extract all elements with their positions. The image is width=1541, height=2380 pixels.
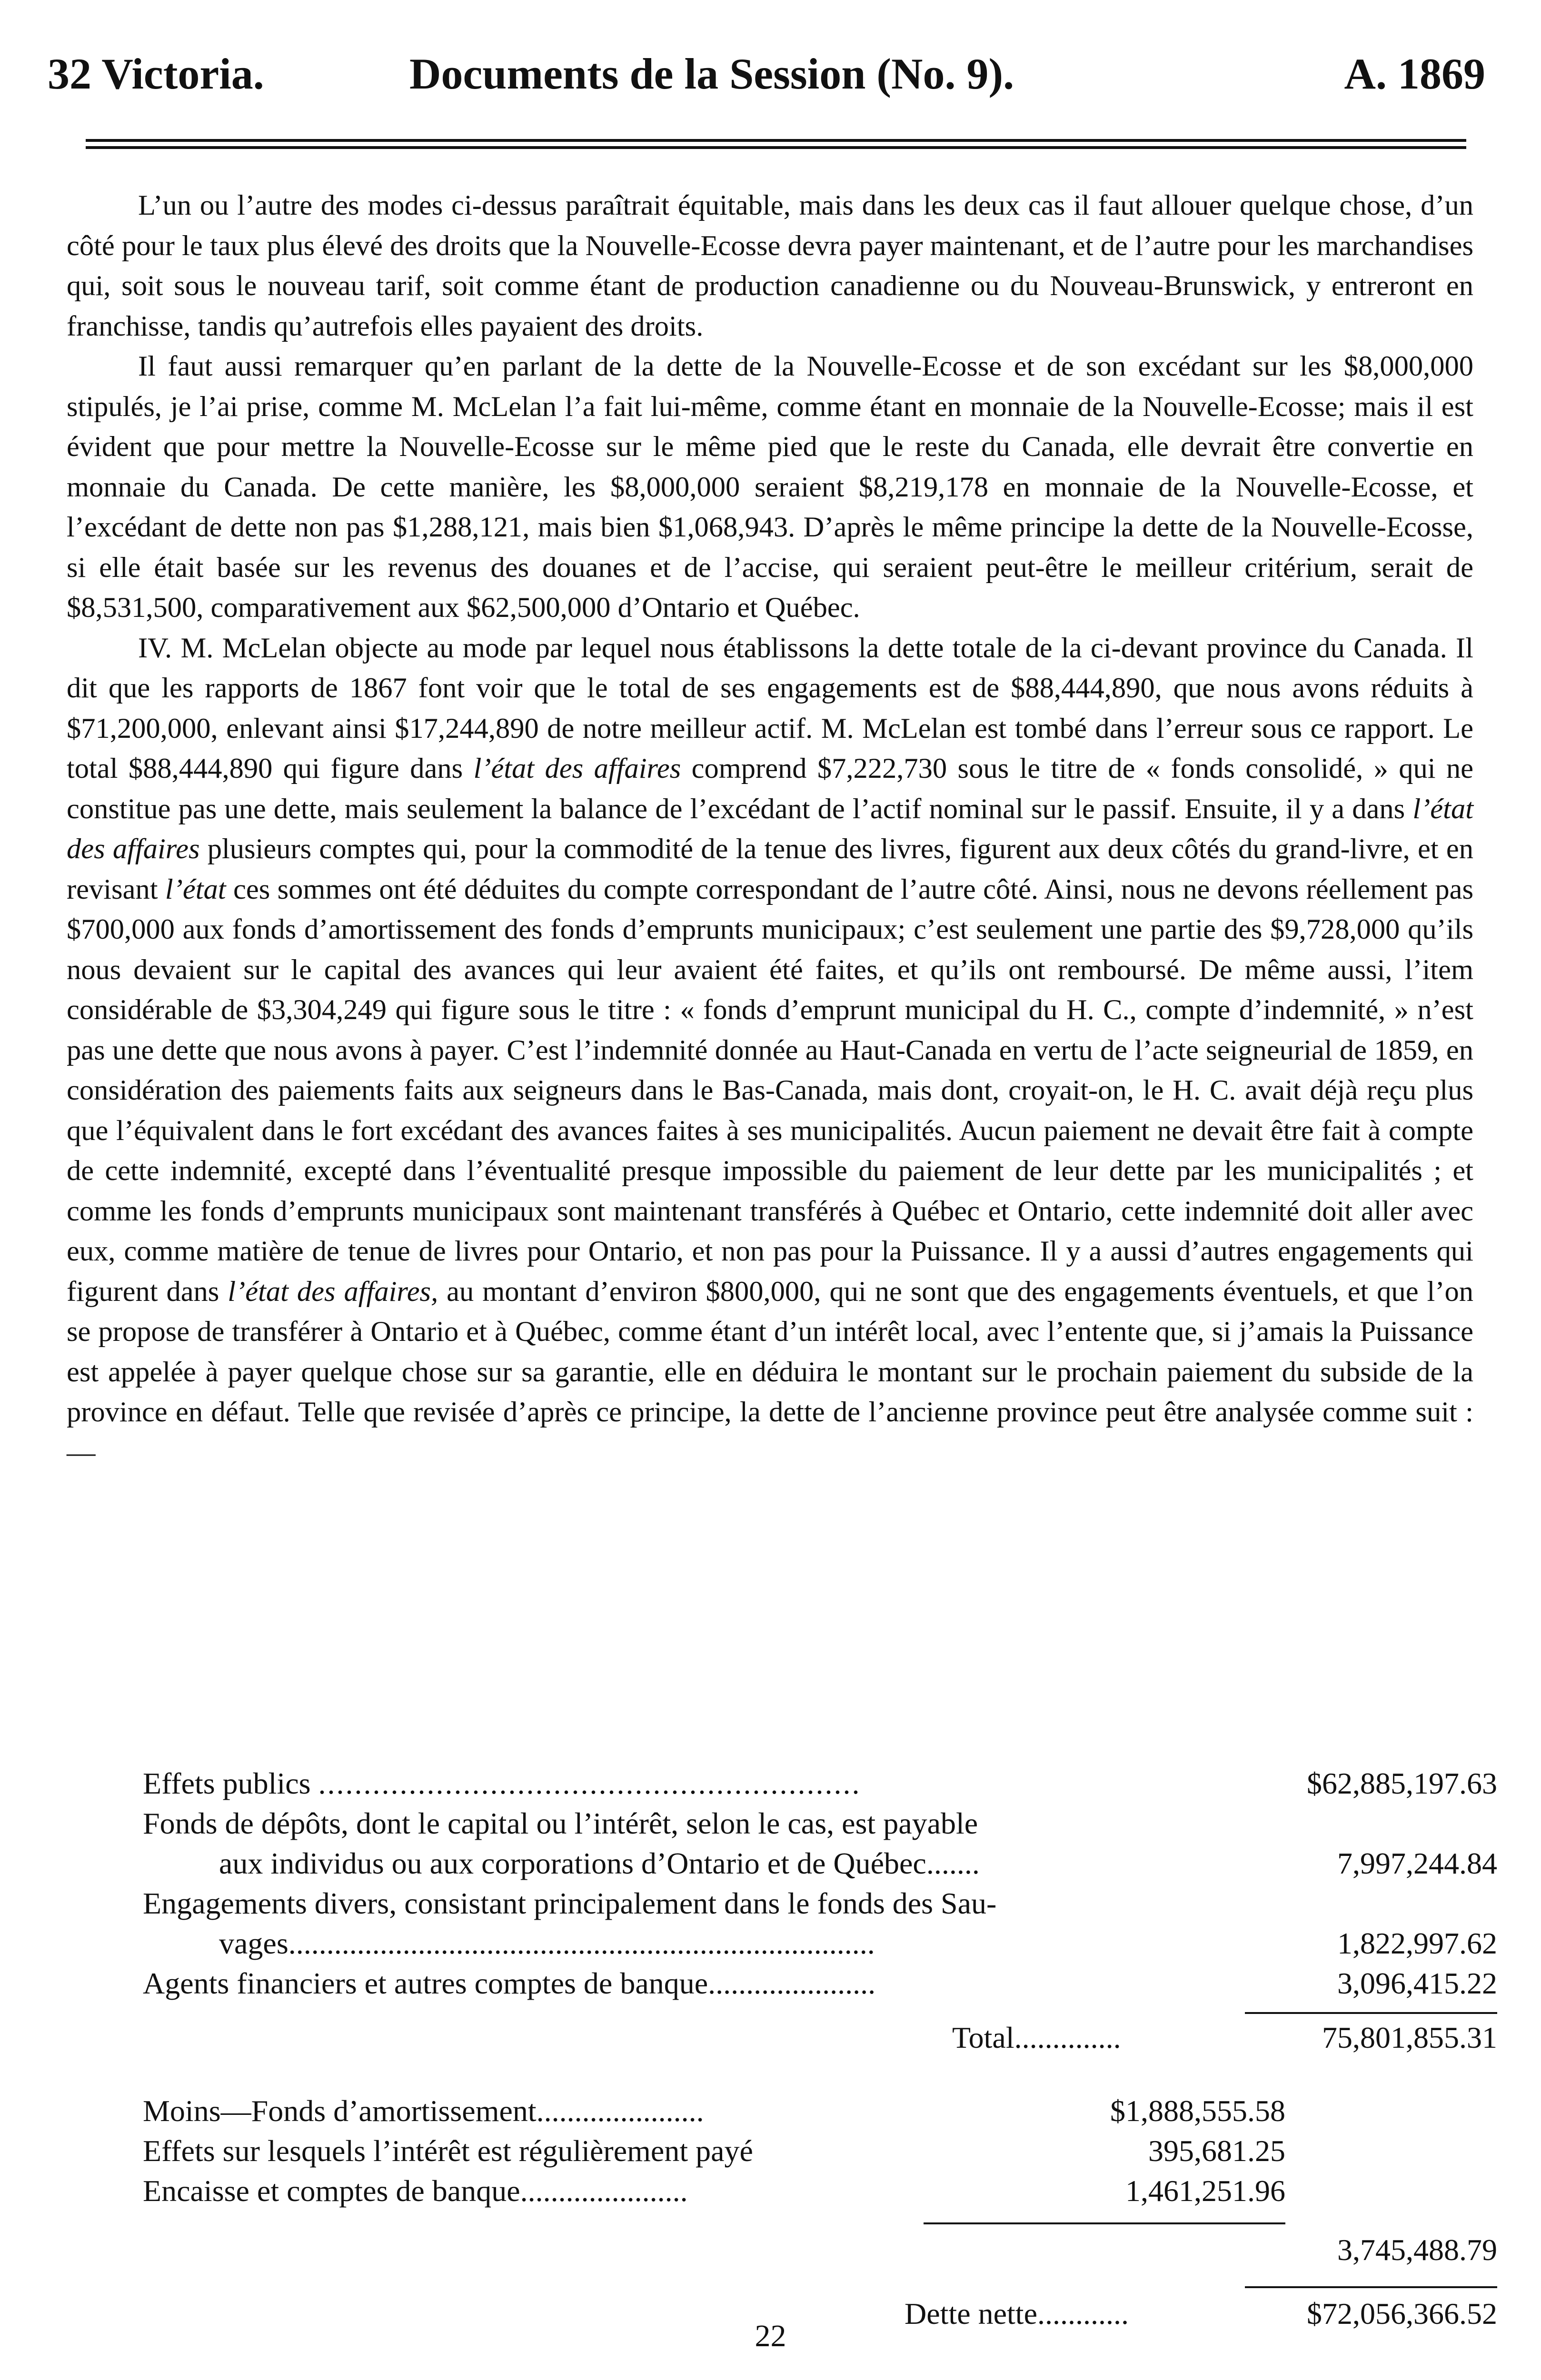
ledger-row-effets-interet [143,2131,1497,2171]
header-double-rule [86,139,1466,153]
para4-text-5: au montant d’environ $800,000, qui ne sont que des engagements éventuels, et que l’on se propose de transférer à Ontario et à Québec, comme étant d’un intérêt local, avec l’entente que, si j’amais la Puissance est appelée à payer quelque chose sur sa garantie, elle en déduira le montant sur le prochain paiement du subside de la province en défaut. Telle que revisée d’après ce principe, la dette de l’ancienne province peut être analysée comme suit :— [67,1275,1473,1468]
ledger-row-fonds-depots [143,1804,1497,1884]
ledger-spacer [143,2058,1497,2091]
debt-ledger [143,1764,1497,2334]
header-rule-bottom [86,146,1466,149]
ledger-leader-dots: ............................................................ [318,1766,861,1800]
header-document-title: Documents de la Session (No. 9). [409,50,1014,98]
ledger-label: Engagements divers, consistant principalement dans le fonds des Sau- [143,1886,997,1920]
para4-text-1: IV. M. McLelan objecte au mode par lequel nous établissons la dette totale de la ci-devant province du Canada. Il dit que les rapports de 1867 font voir que le total de ses engagements est de $88,444,890, que nous avons réduits à $71,200,000, enlevant ainsi $17,244,890 de notre meilleur actif. M. McLelan est tombé dans l’erreur sous ce rapport. Le total $88,444,890 qui figure dans [67,632,1473,784]
net-rule [1245,2286,1497,2288]
ledger-amount: 1,822,997.62 [1337,1926,1497,1960]
ledger-row-effets-publics [143,1764,1497,1804]
ledger-label: Agents financiers et autres comptes de banque...................... [143,1966,876,2000]
ledger-label: Effets sur lesquels l’intérêt est régulièrement payé [143,2134,753,2168]
para4-text-2: comprend $7,222,730 sous le titre de « fonds consolidé, » qui ne constitue pas une dette, mais seulement la balance de l’excédant de l’actif nominal sur le passif. Ensuite, il y a dans [67,753,1474,825]
ledger-net-label: Dette nette............ [905,2297,1129,2330]
ledger-label-continued: vages............................................................................. [219,1926,875,1960]
para4-italic-2: l’état des affaires [67,793,1474,865]
paragraph-1: L’un ou l’autre des modes ci-dessus paraîtrait équitable, mais dans les deux cas il faut allouer quelque chose, d’un côté pour le taux plus élevé des droits que la Nouvelle-Ecosse devra payer maintenant, et de l’autre pour les marchandises qui, soit sous le nouveau tarif, soit comme étant de production canadienne ou du Nouveau-Brunswick, y entreront en franchisse, tandis qu’autrefois elles payaient des droits. [67,189,1473,342]
ledger-row-less-total [143,2230,1497,2270]
ledger-deduction-total: 3,745,488.79 [1337,2233,1497,2267]
para4-text-4: ces sommes ont été déduites du compte correspondant de l’autre côté. Ainsi, nous ne devons réellement pas $700,000 aux fonds d’amortissement des fonds d’emprunts municipaux; c’est seulement une partie des $9,728,000 qu’ils nous devaient sur le capital des avances qui leur avaient été faites, et qu’ils ont remboursé. De même aussi, l’item considérable de $3,304,249 qui figure sous le titre : « fonds d’emprunt municipal du H. C., compte d’indemnité, » n’est pas une dette que nous avons à payer. C’est l’indemnité donnée au Haut-Canada en vertu de l’acte seigneurial de 1859, en considération des paiements faits aux seigneurs dans le Bas-Canada, mais dont, croyait-on, le H. C. avait déjà reçu plus que l’équivalent dans le fort excédant des avances faites à ses municipalités. Aucun paiement ne devait être fait à compte de cette indemnité, excepté dans l’éventualité presque impossible du paiement de leur dette par les municipalités ; et comme les fonds d’emprunts municipaux sont maintenant transférés à Québec et Ontario, cette indemnité doit aller avec eux, comme matière de tenue de livres pour Ontario, et non pas pour la Puissance. Il y a aussi d’autres engagements qui figurent dans [67,873,1473,1308]
para4-italic-1: l’état des affaires [473,753,681,784]
paragraph-4 [67,628,1473,1473]
ledger-deduction-rule-row [143,2211,1497,2230]
ledger-subtotal-rule-row [143,2003,1497,2018]
header-year: A. 1869 [1344,50,1485,98]
ledger-row-agents-financiers [143,1964,1497,2003]
ledger-amount: 3,096,415.22 [1337,1966,1497,2000]
ledger-net-amount: $72,056,366.52 [1307,2297,1497,2330]
ledger-deduction-amount: 1,461,251.96 [1125,2174,1285,2208]
ledger-label-continued: aux individus ou aux corporations d’Ontario et de Québec....... [219,1846,980,1880]
page-number: 22 [755,2319,786,2353]
ledger-deduction-amount: $1,888,555.58 [1110,2094,1285,2128]
header-rule-top [86,139,1466,142]
deduction-rule [924,2222,1285,2224]
ledger-row-total [143,2018,1497,2058]
ledger-label: Fonds de dépôts, dont le capital ou l’intérêt, selon le cas, est payable [143,1806,978,1840]
ledger-amount: 7,997,244.84 [1337,1846,1497,1880]
ledger-total-label: Total.............. [952,2021,1121,2054]
ledger-net-rule-row [143,2270,1497,2294]
para4-italic-4: l’état des affaires, [228,1275,438,1308]
paragraph-2: Il faut aussi remarquer qu’en parlant de la dette de la Nouvelle-Ecosse et de son excédant sur les $8,000,000 stipulés, je l’ai prise, comme M. McLelan l’a fait lui-même, comme étant en monnaie de la Nouvelle-Ecosse; mais il est évident que pour mettre la Nouvelle-Ecosse sur le même pied que le reste du Canada, elle devrait être convertie en monnaie du Canada. De cette manière, les $8,000,000 seraient $8,219,178 en monnaie de la Nouvelle-Ecosse, et l’excédant de dette non pas $1,288,121, mais bien $1,068,943. D’après le même principe la dette de la Nouvelle-Ecosse, si elle était basée sur les revenus des douanes et de l’accise, qui seraient peut-être le meilleur critérium, serait de $8,531,500, comparativement aux $62,500,000 d’Ontario et Québec. [67,350,1473,624]
para4-italic-3: l’état [165,873,226,905]
ledger-total-amount: 75,801,855.31 [1322,2021,1497,2054]
ledger-row-moins-amortissement [143,2091,1497,2131]
ledger-deduction-amount: 395,681.25 [1148,2134,1285,2168]
ledger-amount: $62,885,197.63 [1307,1766,1497,1800]
ledger-row-encaisse [143,2171,1497,2211]
header-session-year: 32 Victoria. [48,50,264,98]
ledger-label: Effets publics [143,1766,311,1800]
subtotal-rule [1245,2012,1497,2014]
body-text [67,186,1473,1473]
running-header [48,45,1485,112]
ledger-label: Moins—Fonds d’amortissement...................... [143,2094,704,2128]
ledger-row-engagements-divers [143,1884,1497,1964]
para4-text-3: plusieurs comptes qui, pour la commodité de la tenue des livres, figurent aux deux côtés du grand-livre, et en revisant [67,833,1473,905]
ledger-label: Encaisse et comptes de banque...................... [143,2174,688,2208]
